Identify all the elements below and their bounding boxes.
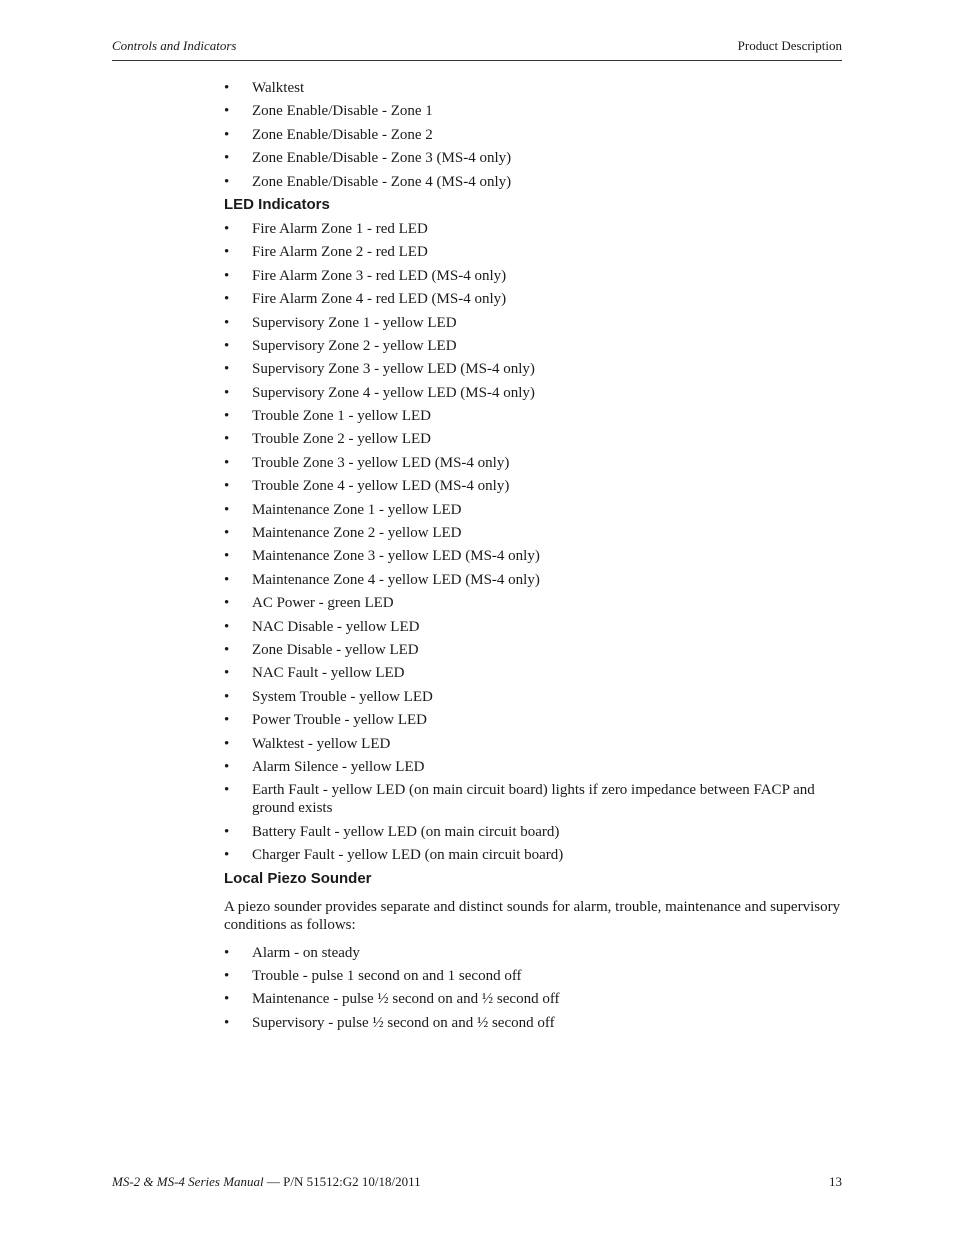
list-item-text: Alarm - on steady [252, 944, 360, 961]
piezo-paragraph: A piezo sounder provides separate and distinct sounds for alarm, trouble, maintenance and supervisory conditions as follows: [224, 898, 841, 933]
list-item [224, 990, 844, 1008]
list-item-text: Battery Fault - yellow LED (on main circuit board) [252, 823, 560, 840]
list-item-text: Walktest - yellow LED [252, 735, 391, 752]
list-item [224, 688, 844, 706]
list-item-text: Maintenance Zone 3 - yellow LED (MS-4 only) [252, 548, 540, 565]
bullet-icon: • [224, 384, 230, 401]
list-item [224, 1014, 844, 1032]
bullet-icon: • [224, 80, 230, 96]
list-item [224, 524, 844, 542]
list-item [224, 384, 844, 402]
footer-manual-info [112, 1174, 421, 1190]
list-item-text: Maintenance Zone 1 - yellow LED [252, 501, 462, 518]
bullet-icon: • [224, 548, 230, 565]
bullet-icon: • [224, 688, 230, 705]
list-item-text: Trouble Zone 3 - yellow LED (MS-4 only) [252, 454, 510, 471]
list-item [224, 360, 844, 378]
list-item [224, 477, 844, 495]
list-item-text: Supervisory Zone 3 - yellow LED (MS-4 only) [252, 361, 535, 378]
header-chapter-title: Product Description [737, 38, 842, 53]
list-item-text: Zone Enable/Disable - Zone 1 [252, 103, 433, 120]
bullet-icon: • [224, 847, 230, 864]
list-item [224, 314, 844, 332]
bullet-icon: • [224, 641, 230, 658]
list-item [224, 823, 844, 841]
piezo-sounder-heading: Local Piezo Sounder [224, 869, 372, 887]
list-item-text: Zone Disable - yellow LED [252, 641, 419, 658]
page-content [224, 79, 844, 1037]
list-item-text: System Trouble - yellow LED [252, 688, 433, 705]
list-item-text: Zone Enable/Disable - Zone 2 [252, 126, 433, 143]
list-item-text: Supervisory Zone 4 - yellow LED (MS-4 only) [252, 384, 535, 401]
list-item [224, 173, 844, 191]
list-item [224, 711, 844, 729]
bullet-icon: • [224, 291, 230, 308]
list-item [224, 547, 844, 565]
bullet-icon: • [224, 665, 230, 682]
bullet-icon: • [224, 758, 230, 775]
bullet-icon: • [224, 337, 230, 354]
bullet-icon: • [224, 454, 230, 471]
list-item [224, 735, 844, 753]
footer-manual-title: MS-2 & MS-4 Series Manual [112, 1174, 264, 1189]
list-item [224, 454, 844, 472]
bullet-icon: • [224, 782, 230, 799]
list-item [224, 571, 844, 589]
list-item [224, 79, 844, 97]
bullet-icon: • [224, 944, 230, 961]
bullet-icon: • [224, 408, 230, 425]
bullet-icon: • [224, 314, 230, 331]
bullet-icon: • [224, 431, 230, 448]
list-item-text: Earth Fault - yellow LED (on main circuit board) lights if zero impedance between FACP and ground exists [252, 782, 815, 817]
bullet-icon: • [224, 478, 230, 495]
list-item [224, 149, 844, 167]
list-item [224, 126, 844, 144]
list-item [224, 337, 844, 355]
list-item [224, 290, 844, 308]
list-item-text: Zone Enable/Disable - Zone 4 (MS-4 only) [252, 173, 512, 190]
list-item-text: NAC Fault - yellow LED [252, 665, 405, 682]
bullet-icon: • [224, 712, 230, 729]
list-item-text: NAC Disable - yellow LED [252, 618, 420, 635]
list-item-text: Trouble Zone 4 - yellow LED (MS-4 only) [252, 478, 510, 495]
bullet-icon: • [224, 967, 230, 984]
bullet-icon: • [224, 220, 230, 237]
bullet-icon: • [224, 361, 230, 378]
list-item-text: Trouble Zone 1 - yellow LED [252, 408, 432, 425]
list-item [224, 967, 844, 985]
switch-list [224, 79, 844, 191]
page-header [112, 38, 842, 61]
list-item-text: Supervisory Zone 2 - yellow LED [252, 337, 457, 354]
list-item-text: Fire Alarm Zone 2 - red LED [252, 244, 428, 261]
list-item-text: Supervisory Zone 1 - yellow LED [252, 314, 457, 331]
bullet-icon: • [224, 735, 230, 752]
bullet-icon: • [224, 244, 230, 261]
list-item [224, 407, 844, 425]
list-item [224, 618, 844, 636]
bullet-icon: • [224, 525, 230, 542]
list-item-text: Charger Fault - yellow LED (on main circuit board) [252, 847, 564, 864]
list-item [224, 781, 844, 817]
bullet-icon: • [224, 991, 230, 1008]
bullet-icon: • [224, 595, 230, 612]
list-item [224, 501, 844, 519]
bullet-icon: • [224, 1014, 230, 1031]
bullet-icon: • [224, 103, 230, 120]
list-item-text: Trouble Zone 2 - yellow LED [252, 431, 432, 448]
list-item [224, 594, 844, 612]
list-item [224, 664, 844, 682]
list-item-text: Maintenance - pulse ½ second on and ½ second off [252, 991, 560, 1008]
footer-page-number: 13 [829, 1174, 842, 1189]
list-item-text: Alarm Silence - yellow LED [252, 758, 425, 775]
list-item [224, 641, 844, 659]
list-item-text: Fire Alarm Zone 4 - red LED (MS-4 only) [252, 291, 507, 308]
list-item-text: Maintenance Zone 2 - yellow LED [252, 525, 462, 542]
list-item [224, 758, 844, 776]
list-item [224, 846, 844, 864]
list-item-text: Zone Enable/Disable - Zone 3 (MS-4 only) [252, 150, 512, 167]
header-section-title: Controls and Indicators [112, 38, 237, 53]
bullet-icon: • [224, 823, 230, 840]
list-item-text: Trouble - pulse 1 second on and 1 second off [252, 967, 522, 984]
list-item [224, 430, 844, 448]
bullet-icon: • [224, 501, 230, 518]
list-item [224, 944, 844, 962]
list-item-text: Supervisory - pulse ½ second on and ½ second off [252, 1014, 555, 1031]
list-item-text: Power Trouble - yellow LED [252, 712, 427, 729]
led-indicators-heading: LED Indicators [224, 195, 330, 213]
footer-part-number: — P/N 51512:G2 10/18/2011 [263, 1174, 421, 1189]
list-item-text: Walktest [252, 80, 305, 96]
bullet-icon: • [224, 618, 230, 635]
bullet-icon: • [224, 150, 230, 167]
list-item [224, 102, 844, 120]
list-item [224, 243, 844, 261]
bullet-icon: • [224, 571, 230, 588]
list-item [224, 267, 844, 285]
bullet-icon: • [224, 126, 230, 143]
bullet-icon: • [224, 267, 230, 284]
list-item-text: AC Power - green LED [252, 595, 394, 612]
list-item-text: Fire Alarm Zone 3 - red LED (MS-4 only) [252, 267, 507, 284]
list-item-text: Fire Alarm Zone 1 - red LED [252, 220, 428, 237]
list-item-text: Maintenance Zone 4 - yellow LED (MS-4 only) [252, 571, 540, 588]
piezo-list [224, 944, 844, 1032]
led-list [224, 220, 844, 864]
list-item [224, 220, 844, 238]
bullet-icon: • [224, 173, 230, 190]
